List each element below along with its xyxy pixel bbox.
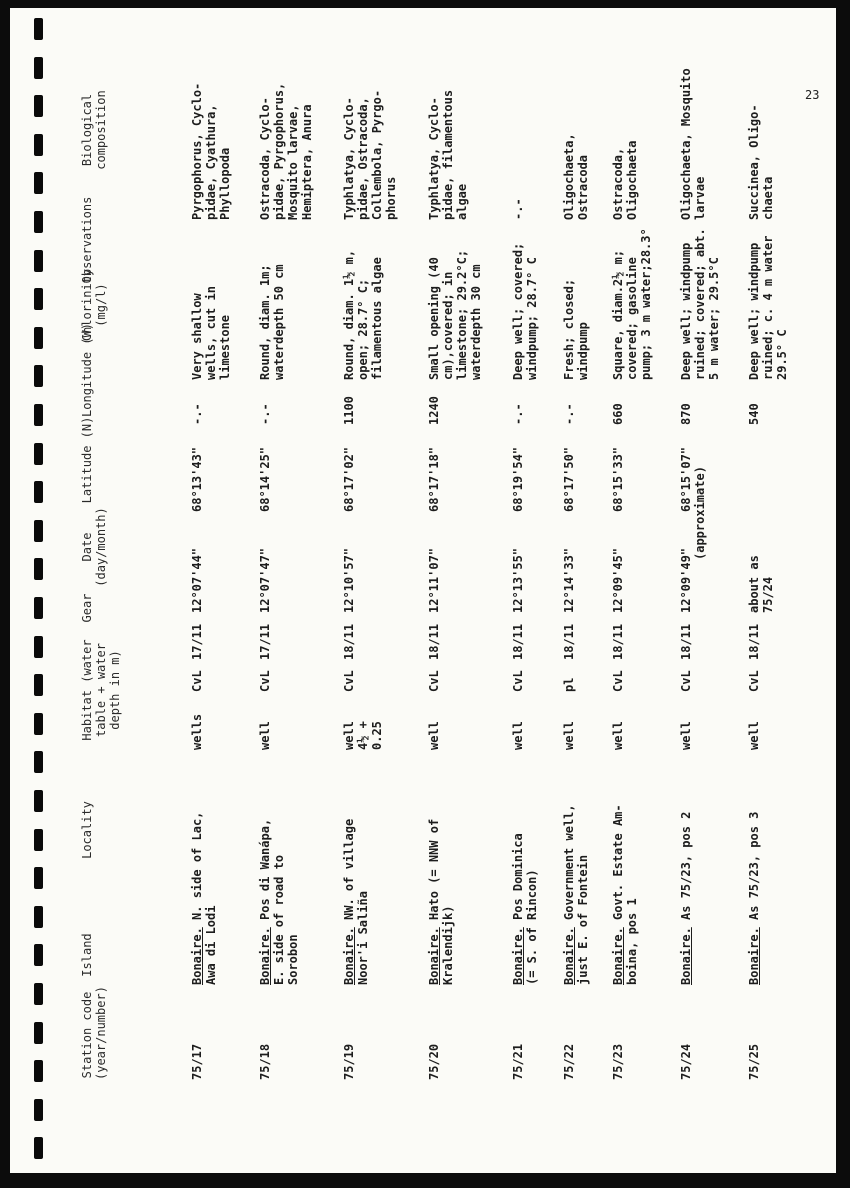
habitat-cell: well: [562, 721, 576, 750]
binding-hole: [34, 867, 43, 889]
header-habitat: Habitat (water table + water depth in m): [80, 639, 122, 741]
binding-hole: [34, 250, 43, 272]
island-name: Bonaire.: [679, 927, 693, 985]
binding-hole: [34, 597, 43, 619]
binding-hole: [34, 829, 43, 851]
header-date: Date (day/month): [80, 507, 108, 587]
habitat-cell: well: [679, 721, 693, 750]
latitude-cell: about as 75/24: [747, 555, 775, 613]
latitude-cell: 12°07'47": [258, 547, 272, 613]
habitat-cell: well: [511, 721, 525, 750]
binding-hole: [34, 172, 43, 194]
longitude-note: (approximate): [693, 466, 707, 560]
binding-holes: [34, 18, 42, 1168]
latitude-cell: 12°13'55": [511, 547, 525, 613]
locality-text: Pos Dominica (= S. of Rincon): [511, 833, 539, 985]
date-cell: 18/11: [611, 623, 625, 660]
header-gear: Gear: [80, 593, 94, 623]
locality-cell: [562, 735, 590, 985]
biological-composition-cell: Succinea, Oligo- chaeta: [747, 104, 775, 220]
observations-cell: Very shallow wells, cut in limestone: [190, 286, 232, 380]
binding-hole: [34, 134, 43, 156]
locality-text: Government well, just E. of Fontein: [562, 804, 590, 985]
latitude-cell: 12°07'44": [190, 547, 204, 613]
date-cell: 17/11: [258, 623, 272, 660]
latitude-cell: 12°11'07": [427, 547, 441, 613]
locality-cell: [427, 735, 455, 985]
locality-text: NW. of village Noor'i Saliña: [342, 818, 370, 985]
chlorinity-cell: -.-: [562, 403, 576, 425]
habitat-cell: well: [747, 721, 761, 750]
latitude-cell: 12°14'33": [562, 547, 576, 613]
gear-cell: CvL: [190, 670, 204, 692]
date-cell: 18/11: [427, 623, 441, 660]
date-cell: 18/11: [679, 623, 693, 660]
header-chlorinity: Chlorinity (mg/l): [80, 268, 108, 342]
date-cell: 18/11: [747, 623, 761, 660]
observations-cell: Fresh; closed; windpump: [562, 278, 590, 380]
date-cell: 18/11: [562, 623, 576, 660]
habitat-cell: well: [611, 721, 625, 750]
chlorinity-cell: 540: [747, 403, 761, 425]
header-observations: Observations: [80, 196, 94, 284]
latitude-cell: 12°10'57": [342, 547, 356, 613]
header-biological-composition: Biological composition: [80, 90, 108, 170]
station-code-cell: 75/18: [258, 1043, 272, 1080]
date-cell: 17/11: [190, 623, 204, 660]
locality-cell: [190, 735, 218, 985]
gear-cell: CvL: [747, 670, 761, 692]
binding-hole: [34, 713, 43, 735]
gear-cell: CvL: [258, 670, 272, 692]
island-name: Bonaire.: [562, 927, 576, 985]
locality-cell: [258, 735, 300, 985]
binding-hole: [34, 1022, 43, 1044]
locality-text: N. side of Lac, Awa di Lodi: [190, 811, 218, 985]
chlorinity-cell: 870: [679, 403, 693, 425]
observations-cell: Round, diam. 1m; waterdepth 50 cm: [258, 264, 286, 380]
station-code-cell: 75/20: [427, 1043, 441, 1080]
date-cell: 18/11: [342, 623, 356, 660]
binding-hole: [34, 751, 43, 773]
header-station-code: Station code (year/number): [80, 986, 108, 1080]
island-name: Bonaire.: [258, 927, 272, 985]
locality-text: Govt. Estate Am- boina, pos 1: [611, 804, 639, 985]
header-latitude: Latitude (N): [80, 416, 94, 504]
latitude-cell: 12°09'49": [679, 547, 693, 613]
gear-cell: CvL: [427, 670, 441, 692]
locality-text: As 75/23, pos 2: [679, 811, 693, 928]
island-name: Bonaire.: [190, 927, 204, 985]
island-name: Bonaire.: [747, 927, 761, 985]
biological-composition-cell: Ostracoda, Cyclo- pidae, Pyrgophorus, Mosquito larvae, Hemiptera, Anura: [258, 82, 314, 220]
header-longitude: Longitude (W): [80, 323, 94, 417]
gear-cell: CvL: [679, 670, 693, 692]
island-name: Bonaire.: [427, 927, 441, 985]
locality-cell: [511, 735, 539, 985]
locality-cell: [342, 735, 370, 985]
chlorinity-cell: 1100: [342, 396, 356, 425]
date-cell: 18/11: [511, 623, 525, 660]
habitat-cell: wells: [190, 713, 204, 750]
chlorinity-cell: -.-: [190, 403, 204, 425]
locality-text: Hato (= NNW of Kralendijk): [427, 818, 455, 985]
gear-cell: CvL: [342, 670, 356, 692]
biological-composition-cell: Oligochaeta, Ostracoda: [562, 133, 590, 220]
biological-composition-cell: -.-: [511, 198, 525, 220]
binding-hole: [34, 944, 43, 966]
locality-text: As 75/23, pos 3: [747, 811, 761, 928]
gear-cell: pl: [562, 677, 576, 692]
habitat-cell: well 4½ + 0.25: [342, 721, 384, 750]
binding-hole: [34, 1060, 43, 1082]
locality-text: Pos di Wanápa, E. side of road to Sorobon: [258, 818, 300, 985]
observations-cell: Small opening (40 cm),covered; in limestone; 29.2°C; waterdepth 30 cm: [427, 249, 483, 380]
locality-cell: [747, 735, 761, 985]
binding-hole: [34, 443, 43, 465]
binding-hole: [34, 1137, 43, 1159]
longitude-cell: 68°14'25": [258, 446, 272, 512]
island-name: Bonaire.: [342, 927, 356, 985]
station-code-cell: 75/19: [342, 1043, 356, 1080]
station-code-cell: 75/22: [562, 1043, 576, 1080]
binding-hole: [34, 288, 43, 310]
binding-hole: [34, 520, 43, 542]
binding-hole: [34, 18, 43, 40]
longitude-cell: 68°13'43": [190, 446, 204, 512]
island-name: Bonaire.: [511, 927, 525, 985]
binding-hole: [34, 327, 43, 349]
binding-hole: [34, 57, 43, 79]
habitat-cell: well: [258, 721, 272, 750]
station-code-cell: 75/17: [190, 1043, 204, 1080]
biological-composition-cell: Typhlatya, Cyclo- pidae, Ostracoda, Collembola, Pyrgo- phorus: [342, 89, 398, 220]
island-name: Bonaire.: [611, 927, 625, 985]
station-code-cell: 75/24: [679, 1043, 693, 1080]
station-code-cell: 75/21: [511, 1043, 525, 1080]
binding-hole: [34, 558, 43, 580]
binding-hole: [34, 983, 43, 1005]
chlorinity-cell: -.-: [511, 403, 525, 425]
biological-composition-cell: Typhlatya, Cyclo- pidae, filamentous algae: [427, 89, 469, 220]
station-code-cell: 75/25: [747, 1043, 761, 1080]
locality-cell: [611, 735, 639, 985]
longitude-cell: 68°15'07": [679, 446, 693, 512]
longitude-cell: 68°15'33": [611, 446, 625, 512]
binding-hole: [34, 790, 43, 812]
chlorinity-cell: 660: [611, 403, 625, 425]
habitat-cell: well: [427, 721, 441, 750]
station-code-cell: 75/23: [611, 1043, 625, 1080]
gear-cell: CvL: [511, 670, 525, 692]
observations-cell: Deep well; windpump ruined; covered; abt. 5 m water; 29.5°C: [679, 228, 721, 380]
binding-hole: [34, 481, 43, 503]
binding-hole: [34, 1099, 43, 1121]
longitude-cell: 68°19'54": [511, 446, 525, 512]
biological-composition-cell: Ostracoda, Oligochaeta: [611, 140, 639, 220]
chlorinity-cell: -.-: [258, 403, 272, 425]
header-island: Island: [80, 933, 94, 977]
binding-hole: [34, 906, 43, 928]
binding-hole: [34, 211, 43, 233]
chlorinity-cell: 1240: [427, 396, 441, 425]
biological-composition-cell: Oligochaeta, Mosquito larvae: [679, 68, 707, 220]
binding-hole: [34, 95, 43, 117]
longitude-cell: 68°17'50": [562, 446, 576, 512]
rotated-table: [80, 68, 810, 1080]
observations-cell: Round, diam. 1½ m, open; 28.7° C; filamentous algae: [342, 249, 384, 380]
binding-hole: [34, 674, 43, 696]
longitude-cell: 68°17'02": [342, 446, 356, 512]
binding-hole: [34, 636, 43, 658]
page-number: 23: [805, 88, 820, 102]
observations-cell: Square, diam.2½ m; covered; gasoline pump; 3 m water;28.3°: [611, 228, 653, 380]
binding-hole: [34, 404, 43, 426]
locality-cell: [679, 735, 693, 985]
header-locality: Locality: [80, 801, 94, 859]
longitude-cell: 68°17'18": [427, 446, 441, 512]
biological-composition-cell: Pyrgophorus, Cyclo- pidae, Cyathura, Phyllopoda: [190, 82, 232, 220]
gear-cell: CvL: [611, 670, 625, 692]
observations-cell: Deep well; windpump ruined; c. 4 m water 29.5° C: [747, 235, 789, 380]
binding-hole: [34, 365, 43, 387]
latitude-cell: 12°09'45": [611, 547, 625, 613]
observations-cell: Deep well; covered; windpump; 28.7° C: [511, 242, 539, 380]
